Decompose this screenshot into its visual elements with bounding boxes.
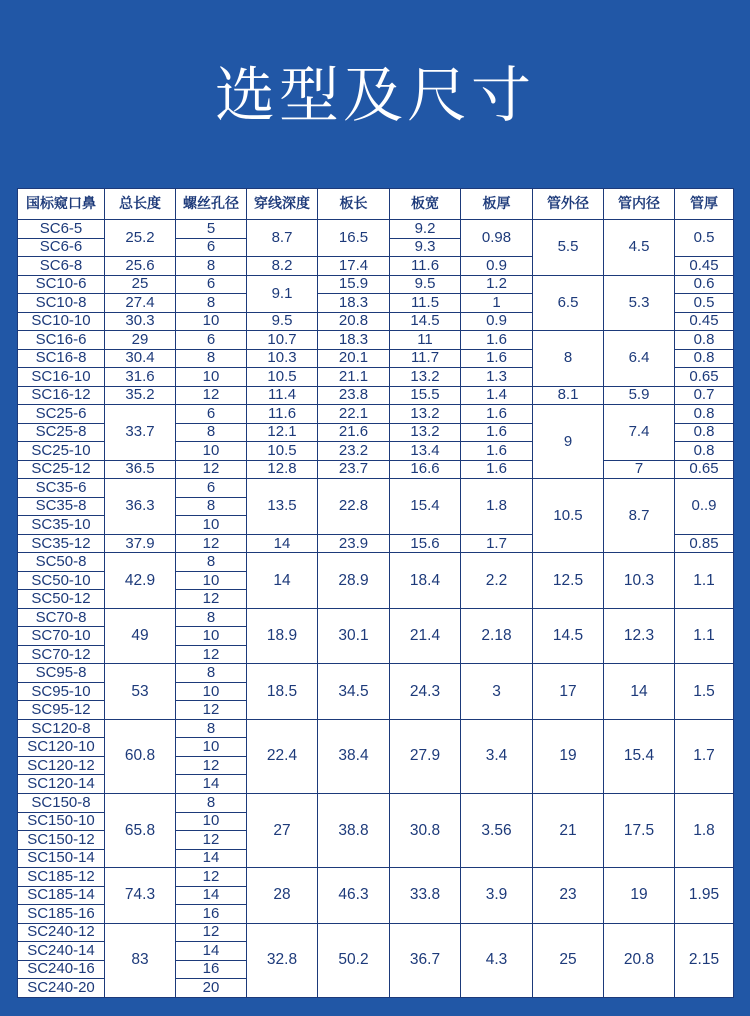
- cell-plate-thickness: 2.18: [461, 608, 533, 664]
- header-cell: 板宽: [390, 189, 461, 220]
- cell-tube-outer: 17: [533, 664, 604, 720]
- cell-model: SC240-20: [18, 979, 105, 998]
- cell-plate-length: 38.8: [318, 793, 390, 867]
- cell-plate-length: 23.2: [318, 442, 390, 461]
- cell-tube-thickness: 1.1: [675, 608, 734, 664]
- cell-total-length: 25.6: [105, 257, 176, 276]
- cell-plate-length: 16.5: [318, 220, 390, 257]
- cell-screw-hole: 8: [176, 793, 247, 812]
- cell-model: SC10-8: [18, 294, 105, 313]
- cell-model: SC50-10: [18, 571, 105, 590]
- table-row: [18, 405, 734, 424]
- cell-screw-hole: 12: [176, 831, 247, 850]
- cell-tube-inner: 5.9: [604, 386, 675, 405]
- cell-tube-inner: 20.8: [604, 923, 675, 997]
- cell-wire-depth: 18.5: [247, 664, 318, 720]
- cell-plate-thickness: 1.3: [461, 368, 533, 387]
- cell-total-length: 83: [105, 923, 176, 997]
- cell-plate-width: 15.4: [390, 479, 461, 535]
- cell-tube-outer: 5.5: [533, 220, 604, 276]
- table-row: [18, 220, 734, 239]
- cell-tube-outer: 21: [533, 793, 604, 867]
- cell-tube-thickness: 0.8: [675, 442, 734, 461]
- cell-plate-length: 20.8: [318, 312, 390, 331]
- cell-total-length: 60.8: [105, 719, 176, 793]
- cell-screw-hole: 20: [176, 979, 247, 998]
- cell-plate-thickness: 1.7: [461, 534, 533, 553]
- cell-plate-width: 14.5: [390, 312, 461, 331]
- cell-plate-length: 17.4: [318, 257, 390, 276]
- cell-tube-inner: 7.4: [604, 405, 675, 461]
- cell-plate-length: 34.5: [318, 664, 390, 720]
- cell-model: SC70-12: [18, 645, 105, 664]
- table-row: [18, 479, 734, 498]
- cell-plate-thickness: 0.9: [461, 257, 533, 276]
- cell-wire-depth: 10.5: [247, 442, 318, 461]
- cell-tube-thickness: 1.5: [675, 664, 734, 720]
- cell-plate-thickness: 1.6: [461, 423, 533, 442]
- cell-tube-thickness: 0.6: [675, 275, 734, 294]
- cell-model: SC95-12: [18, 701, 105, 720]
- cell-tube-thickness: 0..9: [675, 479, 734, 535]
- table-row: [18, 868, 734, 887]
- cell-model: SC70-8: [18, 608, 105, 627]
- cell-plate-thickness: 1.6: [461, 331, 533, 350]
- cell-model: SC95-8: [18, 664, 105, 683]
- cell-tube-inner: 14: [604, 664, 675, 720]
- cell-tube-outer: 6.5: [533, 275, 604, 331]
- cell-screw-hole: 8: [176, 349, 247, 368]
- cell-screw-hole: 6: [176, 238, 247, 257]
- cell-tube-outer: 19: [533, 719, 604, 793]
- cell-plate-thickness: 3.4: [461, 719, 533, 793]
- cell-tube-outer: 12.5: [533, 553, 604, 609]
- cell-total-length: 30.4: [105, 349, 176, 368]
- cell-plate-length: 15.9: [318, 275, 390, 294]
- cell-total-length: 31.6: [105, 368, 176, 387]
- cell-screw-hole: 12: [176, 868, 247, 887]
- cell-screw-hole: 10: [176, 442, 247, 461]
- cell-plate-thickness: 1.6: [461, 349, 533, 368]
- cell-plate-thickness: 3.9: [461, 868, 533, 924]
- cell-screw-hole: 8: [176, 608, 247, 627]
- cell-model: SC240-12: [18, 923, 105, 942]
- table-row: [18, 460, 734, 479]
- cell-model: SC120-10: [18, 738, 105, 757]
- cell-model: SC6-6: [18, 238, 105, 257]
- cell-tube-outer: 25: [533, 923, 604, 997]
- cell-wire-depth: 14: [247, 553, 318, 609]
- cell-plate-length: 23.7: [318, 460, 390, 479]
- cell-model: SC120-14: [18, 775, 105, 794]
- cell-tube-thickness: 0.8: [675, 331, 734, 350]
- cell-screw-hole: 14: [176, 849, 247, 868]
- cell-plate-length: 21.6: [318, 423, 390, 442]
- cell-tube-thickness: 0.8: [675, 405, 734, 424]
- cell-model: SC95-10: [18, 682, 105, 701]
- spec-table: [17, 188, 734, 998]
- cell-wire-depth: 12.1: [247, 423, 318, 442]
- cell-model: SC150-14: [18, 849, 105, 868]
- cell-plate-thickness: 0.9: [461, 312, 533, 331]
- cell-model: SC10-6: [18, 275, 105, 294]
- cell-total-length: 25: [105, 275, 176, 294]
- cell-model: SC120-8: [18, 719, 105, 738]
- cell-screw-hole: 10: [176, 738, 247, 757]
- cell-wire-depth: 22.4: [247, 719, 318, 793]
- cell-tube-thickness: 0.45: [675, 312, 734, 331]
- header-cell: 管内径: [604, 189, 675, 220]
- cell-screw-hole: 8: [176, 497, 247, 516]
- cell-model: SC185-16: [18, 905, 105, 924]
- cell-screw-hole: 12: [176, 386, 247, 405]
- cell-tube-outer: 23: [533, 868, 604, 924]
- cell-model: SC185-14: [18, 886, 105, 905]
- table-row: [18, 275, 734, 294]
- cell-plate-thickness: 3: [461, 664, 533, 720]
- cell-tube-inner: 19: [604, 868, 675, 924]
- cell-plate-thickness: 4.3: [461, 923, 533, 997]
- table-row: [18, 386, 734, 405]
- cell-model: SC25-6: [18, 405, 105, 424]
- cell-wire-depth: 9.5: [247, 312, 318, 331]
- cell-total-length: 53: [105, 664, 176, 720]
- cell-screw-hole: 14: [176, 775, 247, 794]
- cell-plate-width: 11.7: [390, 349, 461, 368]
- cell-tube-thickness: 0.65: [675, 368, 734, 387]
- cell-tube-thickness: 0.8: [675, 349, 734, 368]
- cell-screw-hole: 10: [176, 812, 247, 831]
- cell-model: SC16-6: [18, 331, 105, 350]
- cell-wire-depth: 10.3: [247, 349, 318, 368]
- cell-tube-thickness: 1.95: [675, 868, 734, 924]
- table-row: [18, 923, 734, 942]
- cell-model: SC185-12: [18, 868, 105, 887]
- cell-plate-length: 20.1: [318, 349, 390, 368]
- cell-plate-length: 46.3: [318, 868, 390, 924]
- cell-model: SC35-10: [18, 516, 105, 535]
- cell-tube-thickness: 0.65: [675, 460, 734, 479]
- cell-model: SC150-10: [18, 812, 105, 831]
- cell-screw-hole: 12: [176, 923, 247, 942]
- cell-plate-width: 9.3: [390, 238, 461, 257]
- cell-total-length: 65.8: [105, 793, 176, 867]
- table-row: [18, 664, 734, 683]
- header-row: [18, 189, 734, 220]
- cell-tube-thickness: 0.8: [675, 423, 734, 442]
- cell-plate-width: 11.6: [390, 257, 461, 276]
- cell-total-length: 37.9: [105, 534, 176, 553]
- cell-plate-width: 27.9: [390, 719, 461, 793]
- cell-screw-hole: 10: [176, 682, 247, 701]
- header-cell: 穿线深度: [247, 189, 318, 220]
- cell-screw-hole: 12: [176, 756, 247, 775]
- cell-model: SC25-8: [18, 423, 105, 442]
- cell-wire-depth: 9.1: [247, 275, 318, 312]
- cell-tube-inner: 7: [604, 460, 675, 479]
- table-row: [18, 331, 734, 350]
- cell-tube-thickness: 2.15: [675, 923, 734, 997]
- cell-plate-width: 16.6: [390, 460, 461, 479]
- cell-screw-hole: 12: [176, 701, 247, 720]
- cell-model: SC35-12: [18, 534, 105, 553]
- cell-total-length: 36.3: [105, 479, 176, 535]
- cell-screw-hole: 6: [176, 405, 247, 424]
- cell-model: SC240-14: [18, 942, 105, 961]
- cell-total-length: 74.3: [105, 868, 176, 924]
- cell-tube-inner: 12.3: [604, 608, 675, 664]
- cell-total-length: 29: [105, 331, 176, 350]
- cell-plate-length: 22.8: [318, 479, 390, 535]
- cell-model: SC240-16: [18, 960, 105, 979]
- cell-screw-hole: 8: [176, 553, 247, 572]
- cell-plate-width: 11.5: [390, 294, 461, 313]
- cell-wire-depth: 11.4: [247, 386, 318, 405]
- cell-screw-hole: 14: [176, 886, 247, 905]
- cell-screw-hole: 8: [176, 294, 247, 313]
- cell-plate-width: 13.4: [390, 442, 461, 461]
- cell-total-length: 36.5: [105, 460, 176, 479]
- cell-tube-inner: 8.7: [604, 479, 675, 553]
- header-cell: 管外径: [533, 189, 604, 220]
- cell-screw-hole: 6: [176, 479, 247, 498]
- cell-plate-thickness: 3.56: [461, 793, 533, 867]
- cell-plate-width: 21.4: [390, 608, 461, 664]
- cell-screw-hole: 10: [176, 571, 247, 590]
- cell-wire-depth: 10.5: [247, 368, 318, 387]
- cell-screw-hole: 12: [176, 590, 247, 609]
- cell-model: SC16-12: [18, 386, 105, 405]
- cell-plate-width: 11: [390, 331, 461, 350]
- cell-plate-width: 24.3: [390, 664, 461, 720]
- cell-tube-outer: 9: [533, 405, 604, 479]
- cell-screw-hole: 16: [176, 905, 247, 924]
- cell-wire-depth: 8.2: [247, 257, 318, 276]
- cell-screw-hole: 14: [176, 942, 247, 961]
- cell-plate-length: 18.3: [318, 294, 390, 313]
- cell-total-length: 25.2: [105, 220, 176, 257]
- cell-model: SC35-6: [18, 479, 105, 498]
- cell-plate-thickness: 2.2: [461, 553, 533, 609]
- cell-tube-thickness: 0.5: [675, 220, 734, 257]
- cell-plate-length: 18.3: [318, 331, 390, 350]
- header-cell: 螺丝孔径: [176, 189, 247, 220]
- cell-plate-length: 21.1: [318, 368, 390, 387]
- cell-screw-hole: 12: [176, 534, 247, 553]
- cell-plate-width: 15.6: [390, 534, 461, 553]
- cell-model: SC6-8: [18, 257, 105, 276]
- cell-model: SC50-12: [18, 590, 105, 609]
- cell-plate-length: 23.8: [318, 386, 390, 405]
- cell-plate-width: 36.7: [390, 923, 461, 997]
- cell-plate-width: 33.8: [390, 868, 461, 924]
- cell-wire-depth: 11.6: [247, 405, 318, 424]
- cell-plate-length: 22.1: [318, 405, 390, 424]
- cell-screw-hole: 6: [176, 275, 247, 294]
- cell-total-length: 33.7: [105, 405, 176, 461]
- header-cell: 总长度: [105, 189, 176, 220]
- cell-tube-inner: 10.3: [604, 553, 675, 609]
- cell-plate-thickness: 1.8: [461, 479, 533, 535]
- cell-screw-hole: 10: [176, 627, 247, 646]
- cell-wire-depth: 27: [247, 793, 318, 867]
- cell-screw-hole: 8: [176, 423, 247, 442]
- cell-screw-hole: 10: [176, 368, 247, 387]
- page-title: 选型及尺寸: [215, 61, 535, 131]
- cell-tube-thickness: 1.7: [675, 719, 734, 793]
- cell-wire-depth: 18.9: [247, 608, 318, 664]
- cell-wire-depth: 10.7: [247, 331, 318, 350]
- cell-plate-thickness: 1.2: [461, 275, 533, 294]
- cell-screw-hole: 12: [176, 645, 247, 664]
- cell-screw-hole: 6: [176, 331, 247, 350]
- cell-plate-length: 30.1: [318, 608, 390, 664]
- cell-plate-width: 30.8: [390, 793, 461, 867]
- cell-tube-thickness: 0.5: [675, 294, 734, 313]
- cell-plate-thickness: 0.98: [461, 220, 533, 257]
- cell-screw-hole: 5: [176, 220, 247, 239]
- table-row: [18, 719, 734, 738]
- header-cell: 管厚: [675, 189, 734, 220]
- cell-plate-thickness: 1.6: [461, 405, 533, 424]
- cell-plate-width: 15.5: [390, 386, 461, 405]
- cell-tube-thickness: 0.45: [675, 257, 734, 276]
- cell-wire-depth: 14: [247, 534, 318, 553]
- cell-plate-length: 23.9: [318, 534, 390, 553]
- cell-total-length: 42.9: [105, 553, 176, 609]
- cell-plate-length: 38.4: [318, 719, 390, 793]
- cell-screw-hole: 8: [176, 664, 247, 683]
- cell-tube-outer: 10.5: [533, 479, 604, 553]
- cell-plate-thickness: 1.6: [461, 442, 533, 461]
- cell-model: SC50-8: [18, 553, 105, 572]
- cell-model: SC35-8: [18, 497, 105, 516]
- cell-model: SC70-10: [18, 627, 105, 646]
- cell-tube-inner: 6.4: [604, 331, 675, 387]
- cell-screw-hole: 12: [176, 460, 247, 479]
- cell-model: SC10-10: [18, 312, 105, 331]
- cell-wire-depth: 32.8: [247, 923, 318, 997]
- cell-wire-depth: 12.8: [247, 460, 318, 479]
- cell-tube-thickness: 0.85: [675, 534, 734, 553]
- cell-total-length: 30.3: [105, 312, 176, 331]
- cell-total-length: 49: [105, 608, 176, 664]
- cell-wire-depth: 8.7: [247, 220, 318, 257]
- cell-plate-width: 18.4: [390, 553, 461, 609]
- cell-wire-depth: 13.5: [247, 479, 318, 535]
- cell-screw-hole: 10: [176, 312, 247, 331]
- cell-tube-thickness: 0.7: [675, 386, 734, 405]
- cell-screw-hole: 8: [176, 719, 247, 738]
- cell-tube-thickness: 1.1: [675, 553, 734, 609]
- cell-plate-length: 28.9: [318, 553, 390, 609]
- cell-model: SC120-12: [18, 756, 105, 775]
- cell-total-length: 35.2: [105, 386, 176, 405]
- table-row: [18, 553, 734, 572]
- cell-screw-hole: 16: [176, 960, 247, 979]
- cell-plate-thickness: 1: [461, 294, 533, 313]
- header-cell: 板长: [318, 189, 390, 220]
- cell-screw-hole: 10: [176, 516, 247, 535]
- cell-model: SC6-5: [18, 220, 105, 239]
- cell-model: SC150-8: [18, 793, 105, 812]
- cell-plate-width: 9.2: [390, 220, 461, 239]
- cell-plate-width: 9.5: [390, 275, 461, 294]
- header-cell: 板厚: [461, 189, 533, 220]
- cell-tube-outer: 8: [533, 331, 604, 387]
- cell-tube-inner: 17.5: [604, 793, 675, 867]
- cell-model: SC16-8: [18, 349, 105, 368]
- cell-model: SC25-10: [18, 442, 105, 461]
- table-row: [18, 793, 734, 812]
- cell-plate-length: 50.2: [318, 923, 390, 997]
- cell-tube-inner: 15.4: [604, 719, 675, 793]
- cell-tube-inner: 5.3: [604, 275, 675, 331]
- cell-tube-outer: 8.1: [533, 386, 604, 405]
- cell-plate-thickness: 1.4: [461, 386, 533, 405]
- cell-plate-width: 13.2: [390, 423, 461, 442]
- cell-plate-thickness: 1.6: [461, 460, 533, 479]
- cell-model: SC16-10: [18, 368, 105, 387]
- cell-wire-depth: 28: [247, 868, 318, 924]
- cell-tube-outer: 14.5: [533, 608, 604, 664]
- cell-plate-width: 13.2: [390, 368, 461, 387]
- header-cell: 国标窥口鼻: [18, 189, 105, 220]
- cell-total-length: 27.4: [105, 294, 176, 313]
- cell-plate-width: 13.2: [390, 405, 461, 424]
- cell-model: SC25-12: [18, 460, 105, 479]
- cell-screw-hole: 8: [176, 257, 247, 276]
- table-row: [18, 608, 734, 627]
- cell-model: SC150-12: [18, 831, 105, 850]
- cell-tube-inner: 4.5: [604, 220, 675, 276]
- cell-tube-thickness: 1.8: [675, 793, 734, 867]
